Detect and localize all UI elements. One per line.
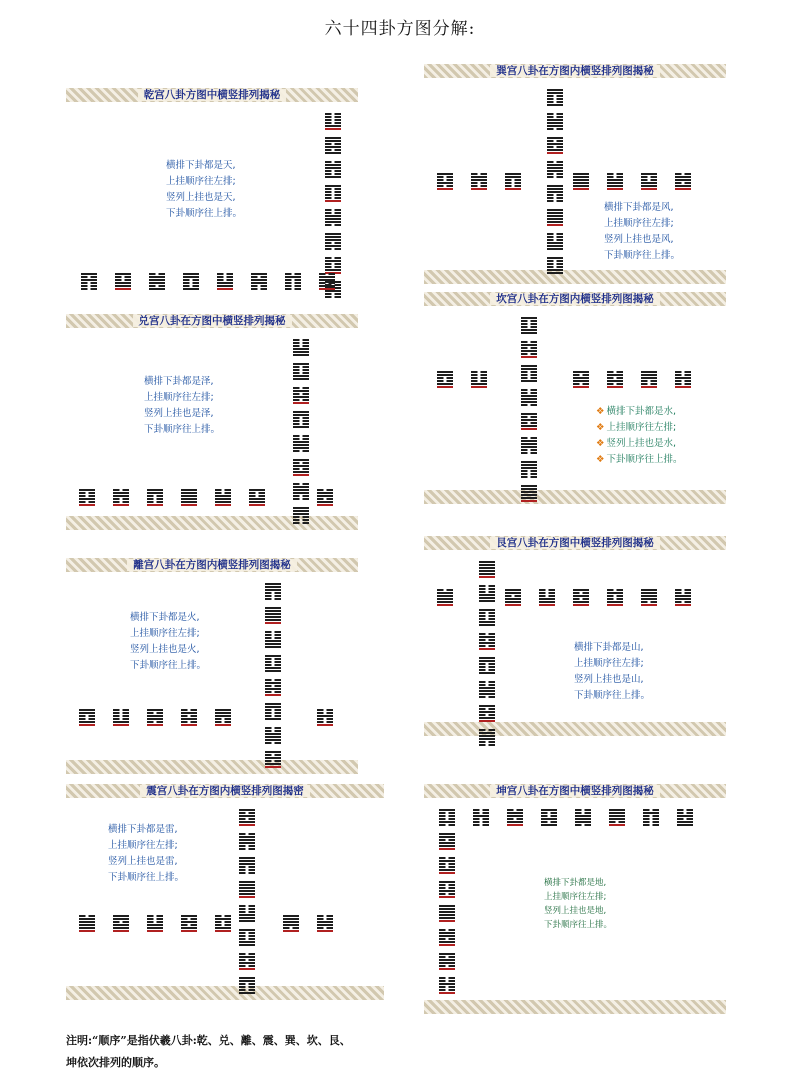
footnote-line-1: 注明:“顺序”是指伏羲八卦:乾、兑、離、震、巽、坎、艮、 [66,1034,351,1047]
hexagram-glyph [670,800,700,832]
panel-title: 乾宫八卦方图中横竖排列揭秘 [66,88,358,102]
panel-footer-band [424,270,726,284]
panel-title: 坤宫八卦在方图中横竖排列图揭秘 [424,784,726,798]
hexagram-glyph [176,264,206,296]
hexagram-glyph [208,700,238,732]
rule-text: 横排下卦都是山, 上挂顺序往左排; 竖列上挂也是山, 下卦顺序往上排。 [574,642,651,701]
hexagram-glyph [430,362,460,394]
page-title: 六十四卦方图分解: [324,19,476,39]
hexagram-glyph [600,164,630,196]
hexagram-grid [424,800,726,1000]
hexagram-glyph [310,700,340,732]
hexagram-glyph [310,480,340,512]
hexagram-glyph [208,906,238,938]
hexagram-glyph [430,580,460,612]
panel-gen [424,536,726,736]
hexagram-glyph [312,264,342,296]
hexagram-glyph [430,164,460,196]
hexagram-glyph [140,700,170,732]
hexagram-glyph [278,264,308,296]
hexagram-glyph [634,362,664,394]
hexagram-glyph [566,580,596,612]
hexagram-glyph [72,700,102,732]
rule-text: 横排下卦都是火, 上挂顺序往左排; 竖列上挂也是火, 下卦顺序往上排。 [130,612,207,671]
hexagram-glyph [668,362,698,394]
hexagram-glyph [310,906,340,938]
hexagram-glyph [466,800,496,832]
rule-text: 横排下卦都是泽, 上挂顺序往左排; 竖列上挂也是泽, 下卦顺序往上排。 [144,376,221,435]
panel-title: 坎宫八卦在方图内横竖排列图揭秘 [424,292,726,306]
hexagram-glyph [72,480,102,512]
hexagram-glyph [600,362,630,394]
hexagram-grid [424,80,726,270]
hexagram-glyph [534,800,564,832]
panel-qian [66,88,358,298]
hexagram-glyph [514,476,544,508]
hexagram-glyph [634,164,664,196]
panel-title: 巽宫八卦在方图内横竖排列图揭秘 [424,64,726,78]
panel-zhen [66,784,384,1000]
hexagram-glyph [140,480,170,512]
hexagram-grid [66,330,358,516]
hexagram-glyph [142,264,172,296]
panel-li [66,558,358,774]
hexagram-glyph [498,580,528,612]
hexagram-glyph [106,700,136,732]
hexagram-grid [424,552,726,722]
hexagram-glyph [602,800,632,832]
hexagram-glyph [634,580,664,612]
hexagram-glyph [106,480,136,512]
hexagram-grid [66,574,358,760]
panel-footer-band [424,722,726,736]
hexagram-glyph [174,700,204,732]
panel-dui [66,314,358,530]
hexagram-glyph [276,906,306,938]
hexagram-glyph [600,580,630,612]
panel-xun [424,64,726,284]
rule-text: 横排下卦都是地, 上挂顺序往左排; 竖列上挂也是地, 下卦顺序往上排。 [544,878,613,930]
hexagram-glyph [106,906,136,938]
hexagram-glyph [498,164,528,196]
hexagram-grid [66,104,358,298]
hexagram-glyph [540,248,570,280]
hexagram-glyph [500,800,530,832]
rule-text: 横排下卦都是风, 上挂顺序往左排; 竖列上挂也是风, 下卦顺序往上排。 [604,202,681,261]
panel-footer-band [424,490,726,504]
hexagram-glyph [174,480,204,512]
panel-title: 離宫八卦在方图内横竖排列图揭秘 [66,558,358,572]
rule-text: 横排下卦都是雷, 上挂顺序往左排; 竖列上挂也是雷, 下卦顺序往上排。 [108,824,185,883]
hexagram-glyph [258,742,288,774]
hexagram-glyph [668,164,698,196]
hexagram-glyph [532,580,562,612]
hexagram-glyph [432,968,462,1000]
rule-text: ❖ 横排下卦都是水, ❖ 上挂顺序往左排; ❖ 竖列上挂也是水, ❖ 下卦顺序往上排。 [596,406,683,465]
hexagram-glyph [244,264,274,296]
panel-kan [424,292,726,504]
hexagram-glyph [472,720,502,752]
hexagram-glyph [72,906,102,938]
hexagram-glyph [566,362,596,394]
panel-kun [424,784,726,1014]
hexagram-glyph [140,906,170,938]
hexagram-glyph [108,264,138,296]
panel-footer-band [424,1000,726,1014]
hexagram-glyph [636,800,666,832]
hexagram-glyph [566,164,596,196]
hexagram-glyph [210,264,240,296]
panel-footer-band [66,760,358,774]
panel-title: 艮宫八卦在方图中横竖排列图揭秘 [424,536,726,550]
hexagram-glyph [232,968,262,1000]
footnote-line-2: 坤依次排列的顺序。 [66,1056,165,1069]
hexagram-glyph [242,480,272,512]
panel-title: 震宫八卦在方图内横竖排列图揭密 [66,784,384,798]
hexagram-glyph [464,164,494,196]
rule-text: 横排下卦都是天, 上挂顺序往左排; 竖列上挂也是天, 下卦顺序往上排。 [166,160,243,219]
hexagram-glyph [208,480,238,512]
hexagram-glyph [464,362,494,394]
hexagram-glyph [668,580,698,612]
hexagram-grid [424,308,726,488]
hexagram-grid [66,800,384,986]
panel-title: 兑宫八卦在方图中横竖排列揭秘 [66,314,358,328]
hexagram-glyph [74,264,104,296]
panel-footer-band [66,986,384,1000]
hexagram-glyph [568,800,598,832]
hexagram-glyph [174,906,204,938]
